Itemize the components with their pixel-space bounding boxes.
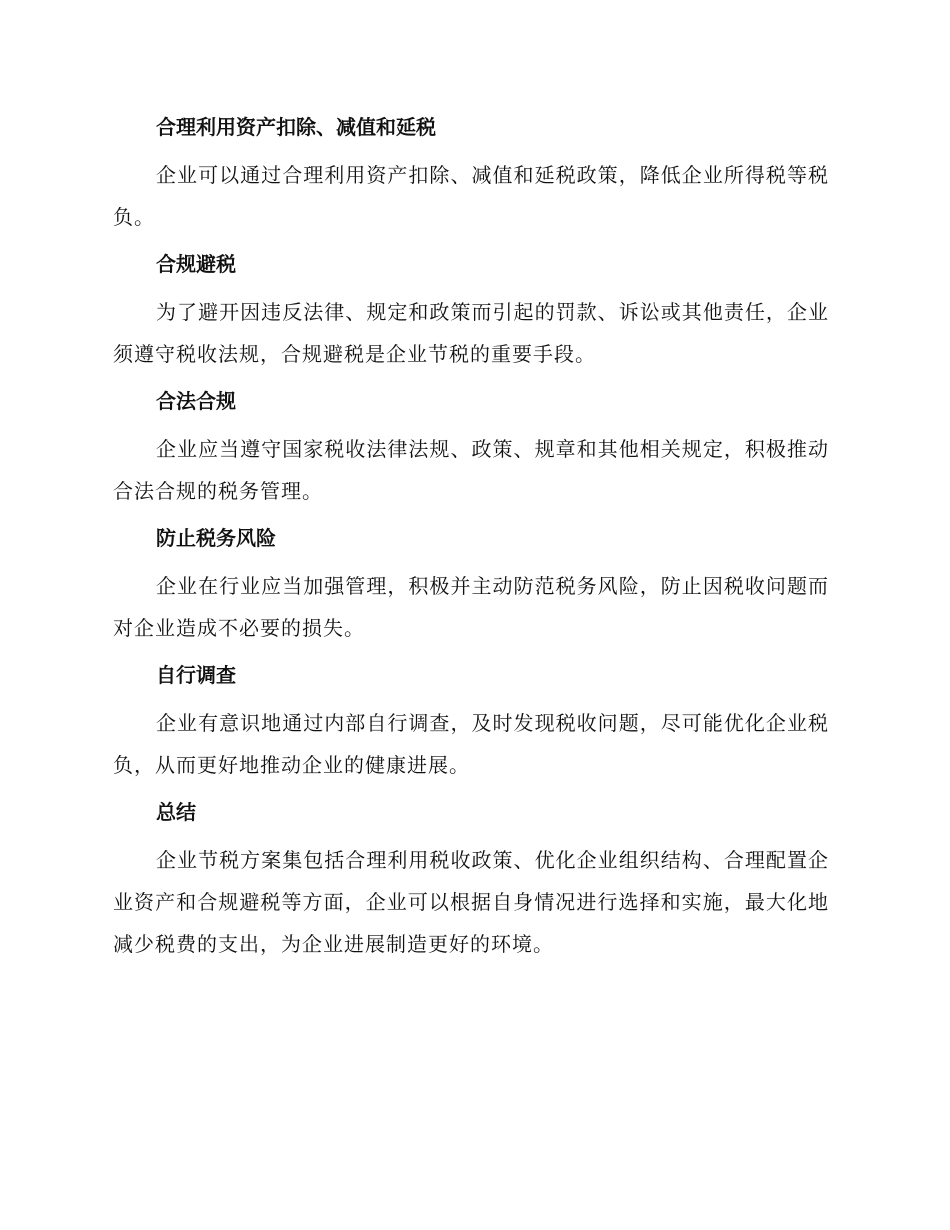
- document-body: [113, 110, 829, 974]
- section-paragraph: 为了避开因违反法律、规定和政策而引起的罚款、诉讼或其他责任，企业须遵守税收法规，合规避税是企业节税的重要手段。: [113, 300, 829, 366]
- section-heading: 合规避税: [156, 252, 236, 276]
- section-legal-compliance: [113, 384, 829, 512]
- section-paragraph: 企业可以通过合理利用资产扣除、减值和延税政策，降低企业所得税等税负。: [113, 163, 829, 229]
- section-paragraph: 企业节税方案集包括合理利用税收政策、优化企业组织结构、合理配置企业资产和合规避税等方面，企业可以根据自身情况进行选择和实施，最大化地减少税费的支出，为企业进展制造更好的环境。: [113, 848, 829, 956]
- section-asset-deduction: [113, 110, 829, 238]
- section-tax-risk-prevention: [113, 521, 829, 649]
- section-self-inspection: [113, 658, 829, 786]
- section-heading: 防止税务风险: [156, 526, 276, 550]
- section-summary: [113, 795, 829, 965]
- section-heading: 合理利用资产扣除、减值和延税: [156, 115, 436, 139]
- section-paragraph: 企业有意识地通过内部自行调查，及时发现税收问题，尽可能优化企业税负，从而更好地推动企业的健康进展。: [113, 711, 829, 777]
- section-paragraph: 企业应当遵守国家税收法律法规、政策、规章和其他相关规定，积极推动合法合规的税务管理。: [113, 437, 829, 503]
- section-heading: 自行调查: [156, 663, 236, 687]
- section-heading: 总结: [156, 800, 196, 824]
- section-heading: 合法合规: [156, 389, 236, 413]
- section-paragraph: 企业在行业应当加强管理，积极并主动防范税务风险，防止因税收问题而对企业造成不必要的损失。: [113, 574, 829, 640]
- section-compliant-tax-avoidance: [113, 247, 829, 375]
